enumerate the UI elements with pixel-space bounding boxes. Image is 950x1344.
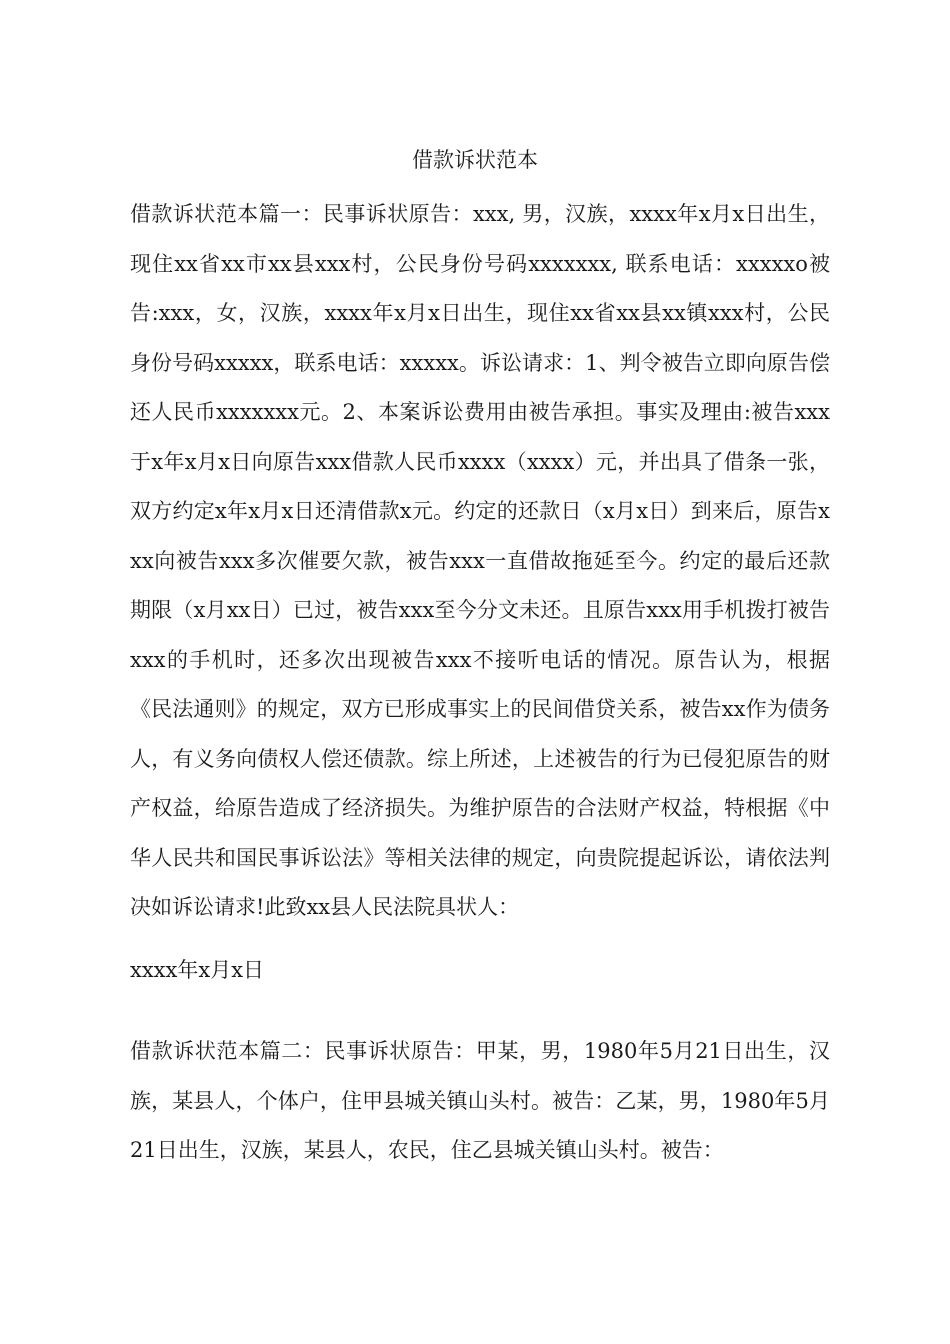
document-title: 借款诉状范本 — [412, 148, 538, 172]
paragraph-sample-one: 借款诉状范本篇一：民事诉状原告：xxx, 男，汉族，xxxx年x月x日出生，现住xx省xx市xx县xxx村，公民身份号码xxxxxxx, 联系电话：xxxxxo被告:xxx，女，汉族，xxxx年x月x日出生，现住xx省xx县xx镇xxx村，公民身份号码xxxxx，联系电话：xxxxx。诉讼请求：1、判令被告立即向原告偿还人民币xxxxxxx元。2、本案诉讼费用由被告承担。事实及理由:被告xxx于x年x月x日向原告xxx借款人民币xxxx（xxxx）元，并出具了借条一张，双方约定x年x月x日还清借款x元。约定的还款日（x月x日）到来后，原告xxx向被告xxx多次催要欠款，被告xxx一直借故拖延至今。约定的最后还款期限（x月xx日）已过，被告xxx至今分文未还。且原告xxx用手机拨打被告xxx的手机时，还多次出现被告xxx不接听电话的情况。原告认为，根据《民法通则》的规定，双方已形成事实上的民间借贷关系，被告xx作为债务人，有义务向债权人偿还债款。综上所述，上述被告的行为已侵犯原告的财产权益，给原告造成了经济损失。为维护原告的合法财产权益，特根据《中华人民共和国民事诉讼法》等相关法律的规定，向贵院提起诉讼，请依法判决如诉讼请求!此致xx县人民法院具状人： — [130, 202, 830, 919]
paragraph-sample-two: 借款诉状范本篇二：民事诉状原告：甲某，男，1980年5月21日出生，汉族，某县人，个体户，住甲县城关镇山头村。被告：乙某，男，1980年5月21日出生，汉族，某县人，农民，住乙县城关镇山头村。被告： — [130, 1039, 830, 1162]
paragraph-date-line: xxxx年x月x日 — [130, 958, 265, 982]
